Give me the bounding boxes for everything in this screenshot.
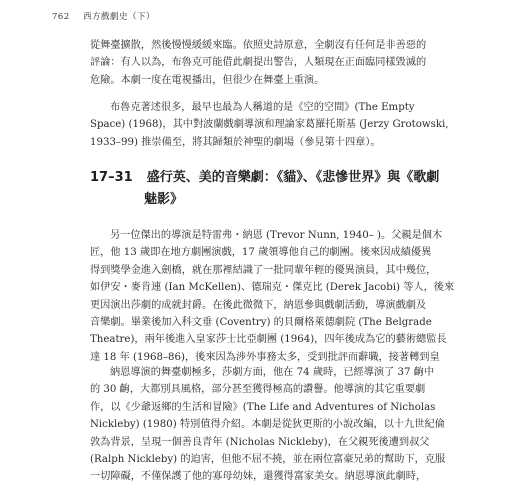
text-line: 危險。本劇一度在電視播出，但很少在舞臺上重演。 <box>90 74 325 86</box>
paragraph-3 <box>90 227 482 366</box>
text-line: 匠，他 13 歲即在地方劇團演戲，17 歲領導他自己的劇團。後來因成績優異 <box>90 247 432 259</box>
section-number: 17–31 <box>90 170 133 185</box>
text-line: 從舞臺擴散，然後慢慢緩緩來臨。依照史詩原意，全劇沒有任何是非善惡的 <box>90 40 427 51</box>
paragraph-1 <box>90 37 482 89</box>
page-number: 762 <box>52 12 70 22</box>
text-line: 一切障礙，不僅保護了他的寡母幼妹，還獲得富家美女。納恩導演此劇時， <box>90 471 427 483</box>
text-line: 更因演出莎劇的成就封爵。在後此微微下，納恩參與戲劇活動，導演戲劇及 <box>90 299 427 311</box>
section-heading <box>90 167 482 211</box>
text-line: Theatre)，兩年後進入皇家莎士比亞劇團 (1964)，四年後成為它的藝術總監長 <box>90 334 447 346</box>
text-line: 1933–99) 推崇備至，將其歸類於神聖的劇場（參見第十四章）。 <box>90 136 381 148</box>
book-title: 西方戲劇史（下） <box>82 12 155 22</box>
text-line: Nickleby) (1980) 特別值得介紹。本劇是從狄更斯的小說改編，以十九世紀倫 <box>90 419 445 431</box>
text-line: Space) (1968)，其中對波蘭戲劇導演和理論家葛羅托斯基 (Jerzy Grotowski, <box>90 119 449 131</box>
text-line: 納恩導演的舞臺劇極多，莎劇方面，他在 74 歲時，已經導演了 37 齣中 <box>110 367 435 378</box>
text-line: 布魯克著述很多，最早也最為人稱道的是《空的空間》(The Empty <box>110 102 415 113</box>
text-line: 音樂劇。畢業後加入科文垂 (Coventry) 的貝爾格萊德劇院 (The Belgrade <box>90 316 432 328</box>
paragraph-4 <box>90 364 482 486</box>
text-line: 如伊安・麥肯連 (Ian McKellen)、德瑞克・傑克比 (Derek Jacobi) 等人，後來 <box>90 282 455 294</box>
text-line: 敦為背景，呈現一個善良青年 (Nicholas Nickleby)，在父親死後遭到叔父 <box>90 436 430 448</box>
text-line: 作，以《少爺返鄉的生活和冒險》(The Life and Adventures of Nicholas <box>90 401 436 413</box>
section-title-line-1: 盛行英、美的音樂劇：《貓》、《悲慘世界》與《歌劇 <box>146 170 440 185</box>
text-line: (Ralph Nickleby) 的迫害，但他不屈不撓，並在兩位富豪兄弟的幫助下，克服 <box>90 453 446 465</box>
text-line: 另一位傑出的導演是特雷弗・納恩 (Trevor Nunn, 1940– )。父親是個木 <box>110 230 443 241</box>
section-title-line-2: 魅影》 <box>144 192 184 207</box>
text-line: 得到獎學金進入劍橋，就在那裡結識了一批同輩年輕的優異演員，其中幾位， <box>90 264 437 276</box>
text-line: 的 30 齣，大都別具風格，部分甚至獲得極高的讚譽。他導演的其它重要劇 <box>90 384 426 396</box>
paragraph-2 <box>90 99 482 151</box>
text-line: 達 18 年 (1968–86)，後來因為涉外事務太多，受到批評而辭職，接著轉到皇 <box>90 351 440 363</box>
running-head <box>52 10 155 22</box>
text-line: 評論：有人以為，布魯克可能借此劇提出警告，人類現在正面臨同樣毀滅的 <box>90 57 427 69</box>
